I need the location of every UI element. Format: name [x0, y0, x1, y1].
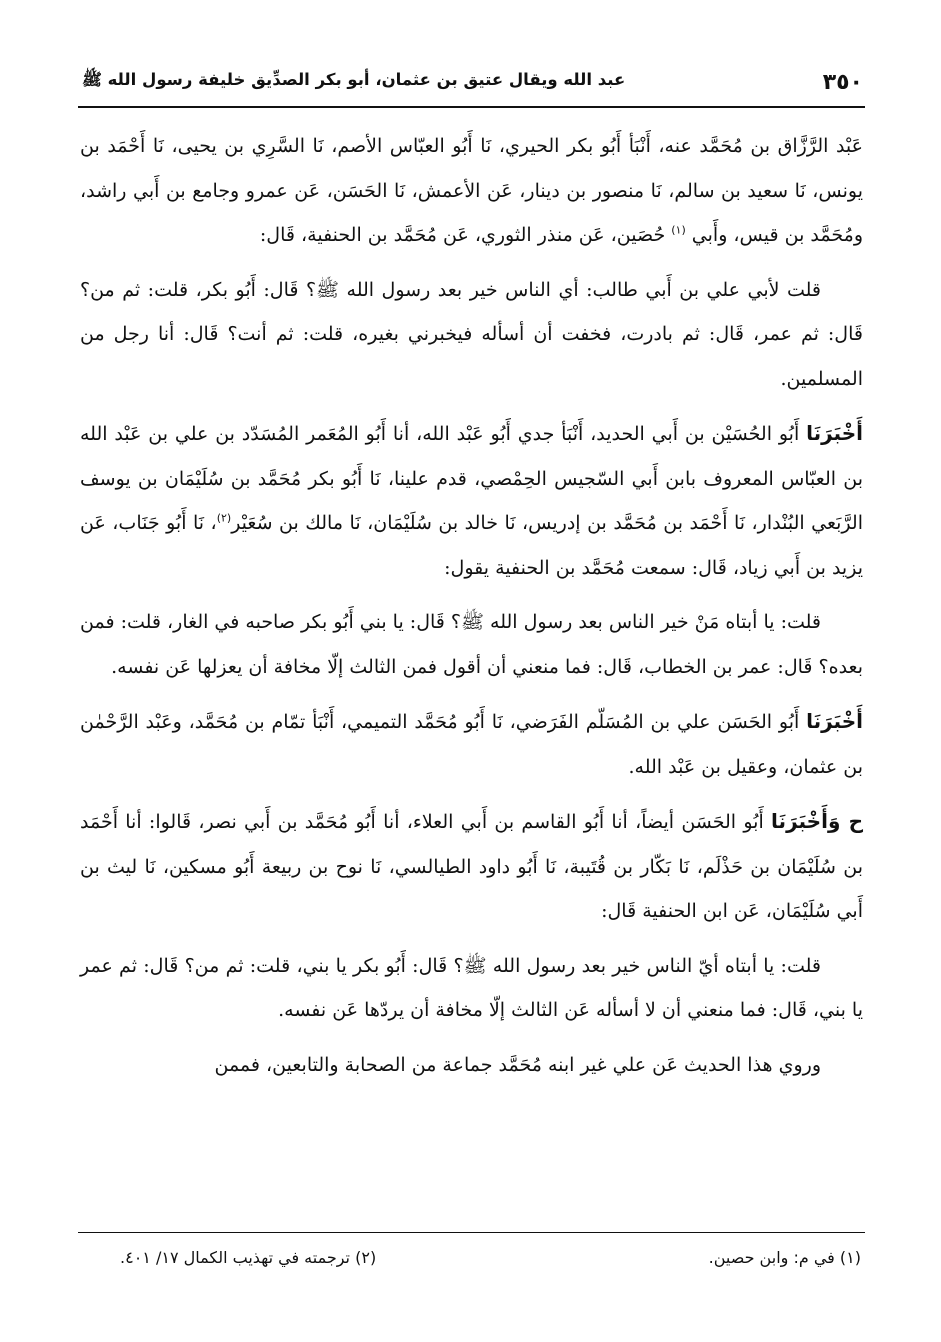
footnote-marker: (١): [671, 223, 686, 237]
footnote-mark: (٢): [355, 1247, 377, 1267]
paragraph-text: أَبُو الحَسَن أيضاً، أنا أَبُو القاسم بن أَبي العلاء، أنا أَبُو مُحَمَّد بن أَبي نصر، قَالوا: أنا أَحْمَد بن سُلَيْمَان بن حَذْلَم، نَا بَكّار بن قُتَيبة، نَا أَبُو داود الطيالسي، نَا نوح بن ربيعة أَبُو مسكين، نَا ليث بن أَبي سُلَيْمَان، عَن ابن الحنفية قَال:: [80, 811, 863, 922]
paragraph-1: [80, 124, 863, 258]
footnote-2: [120, 1248, 376, 1267]
footnote-text: ترجمته في تهذيب الكمال ١٧/ ٤٠١.: [120, 1247, 350, 1267]
paragraph-text: وروي هذا الحديث عَن علي غير ابنه مُحَمَّد جماعة من الصحابة والتابعين، فممن: [214, 1053, 821, 1076]
paragraph-text-cont: ، نَا أَبُو جَنَاب، عَن يزيد بن أَبي زياد، قَال: سمعت مُحَمَّد بن الحنفية يقول:: [80, 512, 863, 579]
footnote-text: في م: وابن حصين.: [708, 1247, 835, 1267]
footnote-mark: (١): [839, 1247, 861, 1267]
isnad-lead: أَخْبَرَنَا: [806, 421, 863, 445]
paragraph-5: [80, 699, 863, 789]
paragraph-3: [80, 411, 863, 590]
paragraph-text: قلت: يا أبتاه أيّ الناس خير بعد رسول الله ﷺ؟ قَال: أَبُو بكر يا بني، قلت: ثم من؟ قَال: ثم عمر يا بني، قَال: فما منعني أن لا أسأله عَن الثالث إلّا مخافة أن يردّها عَن نفسه.: [80, 954, 863, 1021]
footnote-marker: (٢): [216, 511, 232, 525]
isnad-lead: ح وَأَخْبَرَنَا: [771, 809, 863, 833]
paragraph-2: [80, 268, 863, 402]
paragraph-text: أَبُو الحَسَن علي بن المُسَلّم الفَرَضي، نَا أَبُو مُحَمَّد التميمي، أَنْبَأ تمّام بن مُحَمَّد، وعَبْد الرَّحْمٰن بن عثمان، وعقيل بن عَبْد الله.: [80, 711, 863, 778]
paragraph-text: أَبُو الحُسَيْن بن أَبي الحديد، أَنْبَأ جدي أَبُو عَبْد الله، أنا أَبُو المُعَمر المُسَدّد بن علي بن عَبْد الله بن العبّاس المعروف بابن أَبي السّجيس الحِمْصي، قدم علينا، نَا أَبُو بكر مُحَمَّد بن سُلَيْمَان بن يوسف الرَّبَعي البُنْدار، نَا أَحْمَد بن مُحَمَّد بن إدريس، نَا خالد بن سُلَيْمَان، نَا مالك بن سُعَيْر: [80, 423, 863, 534]
paragraph-8: [80, 1043, 863, 1088]
header-divider: [78, 106, 865, 108]
page-header: [82, 62, 863, 102]
footnote-divider: [78, 1232, 865, 1233]
footnote-1: [709, 1248, 861, 1267]
paragraph-text: عَبْد الرَّزَّاق بن مُحَمَّد عنه، أَنْبَأ أَبُو بكر الحيري، نَا أَبُو العبّاس الأصم، نَا السَّرِي بن يحيى، نَا أَحْمَد بن يونس، نَا سعيد بن سالم، نَا منصور بن دينار، عَن الأعمش، نَا الحَسَن، عَن عمرو وجامع بن أَبي راشد، ومُحَمَّد بن قيس، وأَبي: [80, 135, 863, 246]
page-number: ٣٥٠: [822, 69, 863, 95]
running-title: عبد الله ويقال عتيق بن عثمان، أبو بكر الصدِّيق خليفة رسول الله ﷺ: [82, 70, 626, 89]
isnad-lead: أَخْبَرَنَا: [806, 709, 863, 733]
footnotes: [120, 1240, 861, 1274]
main-text: [80, 124, 863, 1087]
paragraph-text: قلت لأبي علي بن أَبي طالب: أي الناس خير بعد رسول الله ﷺ؟ قَال: أَبُو بكر، قلت: ثم من؟ قَال: ثم عمر، قَال: ثم بادرت، فخفت أن أسأله فيخبرني بغيره، قلت: ثم أنت؟ قَال: أنا رجل من المسلمين.: [80, 278, 863, 390]
paragraph-text: قلت: يا أبتاه مَنْ خير الناس بعد رسول الله ﷺ؟ قَال: يا بني أَبُو بكر صاحبه في الغار، قلت: فمن بعده؟ قَال: عمر بن الخطاب، قَال: فما منعني أن أقول فمن الثالث إلّا مخافة أن يعزلها عَن نفسه.: [80, 611, 863, 678]
paragraph-text-cont: حُصَين، عَن منذر الثوري، عَن مُحَمَّد بن الحنفية، قَال:: [259, 224, 666, 246]
paragraph-7: [80, 944, 863, 1033]
paragraph-6: [80, 799, 863, 934]
paragraph-4: [80, 600, 863, 689]
